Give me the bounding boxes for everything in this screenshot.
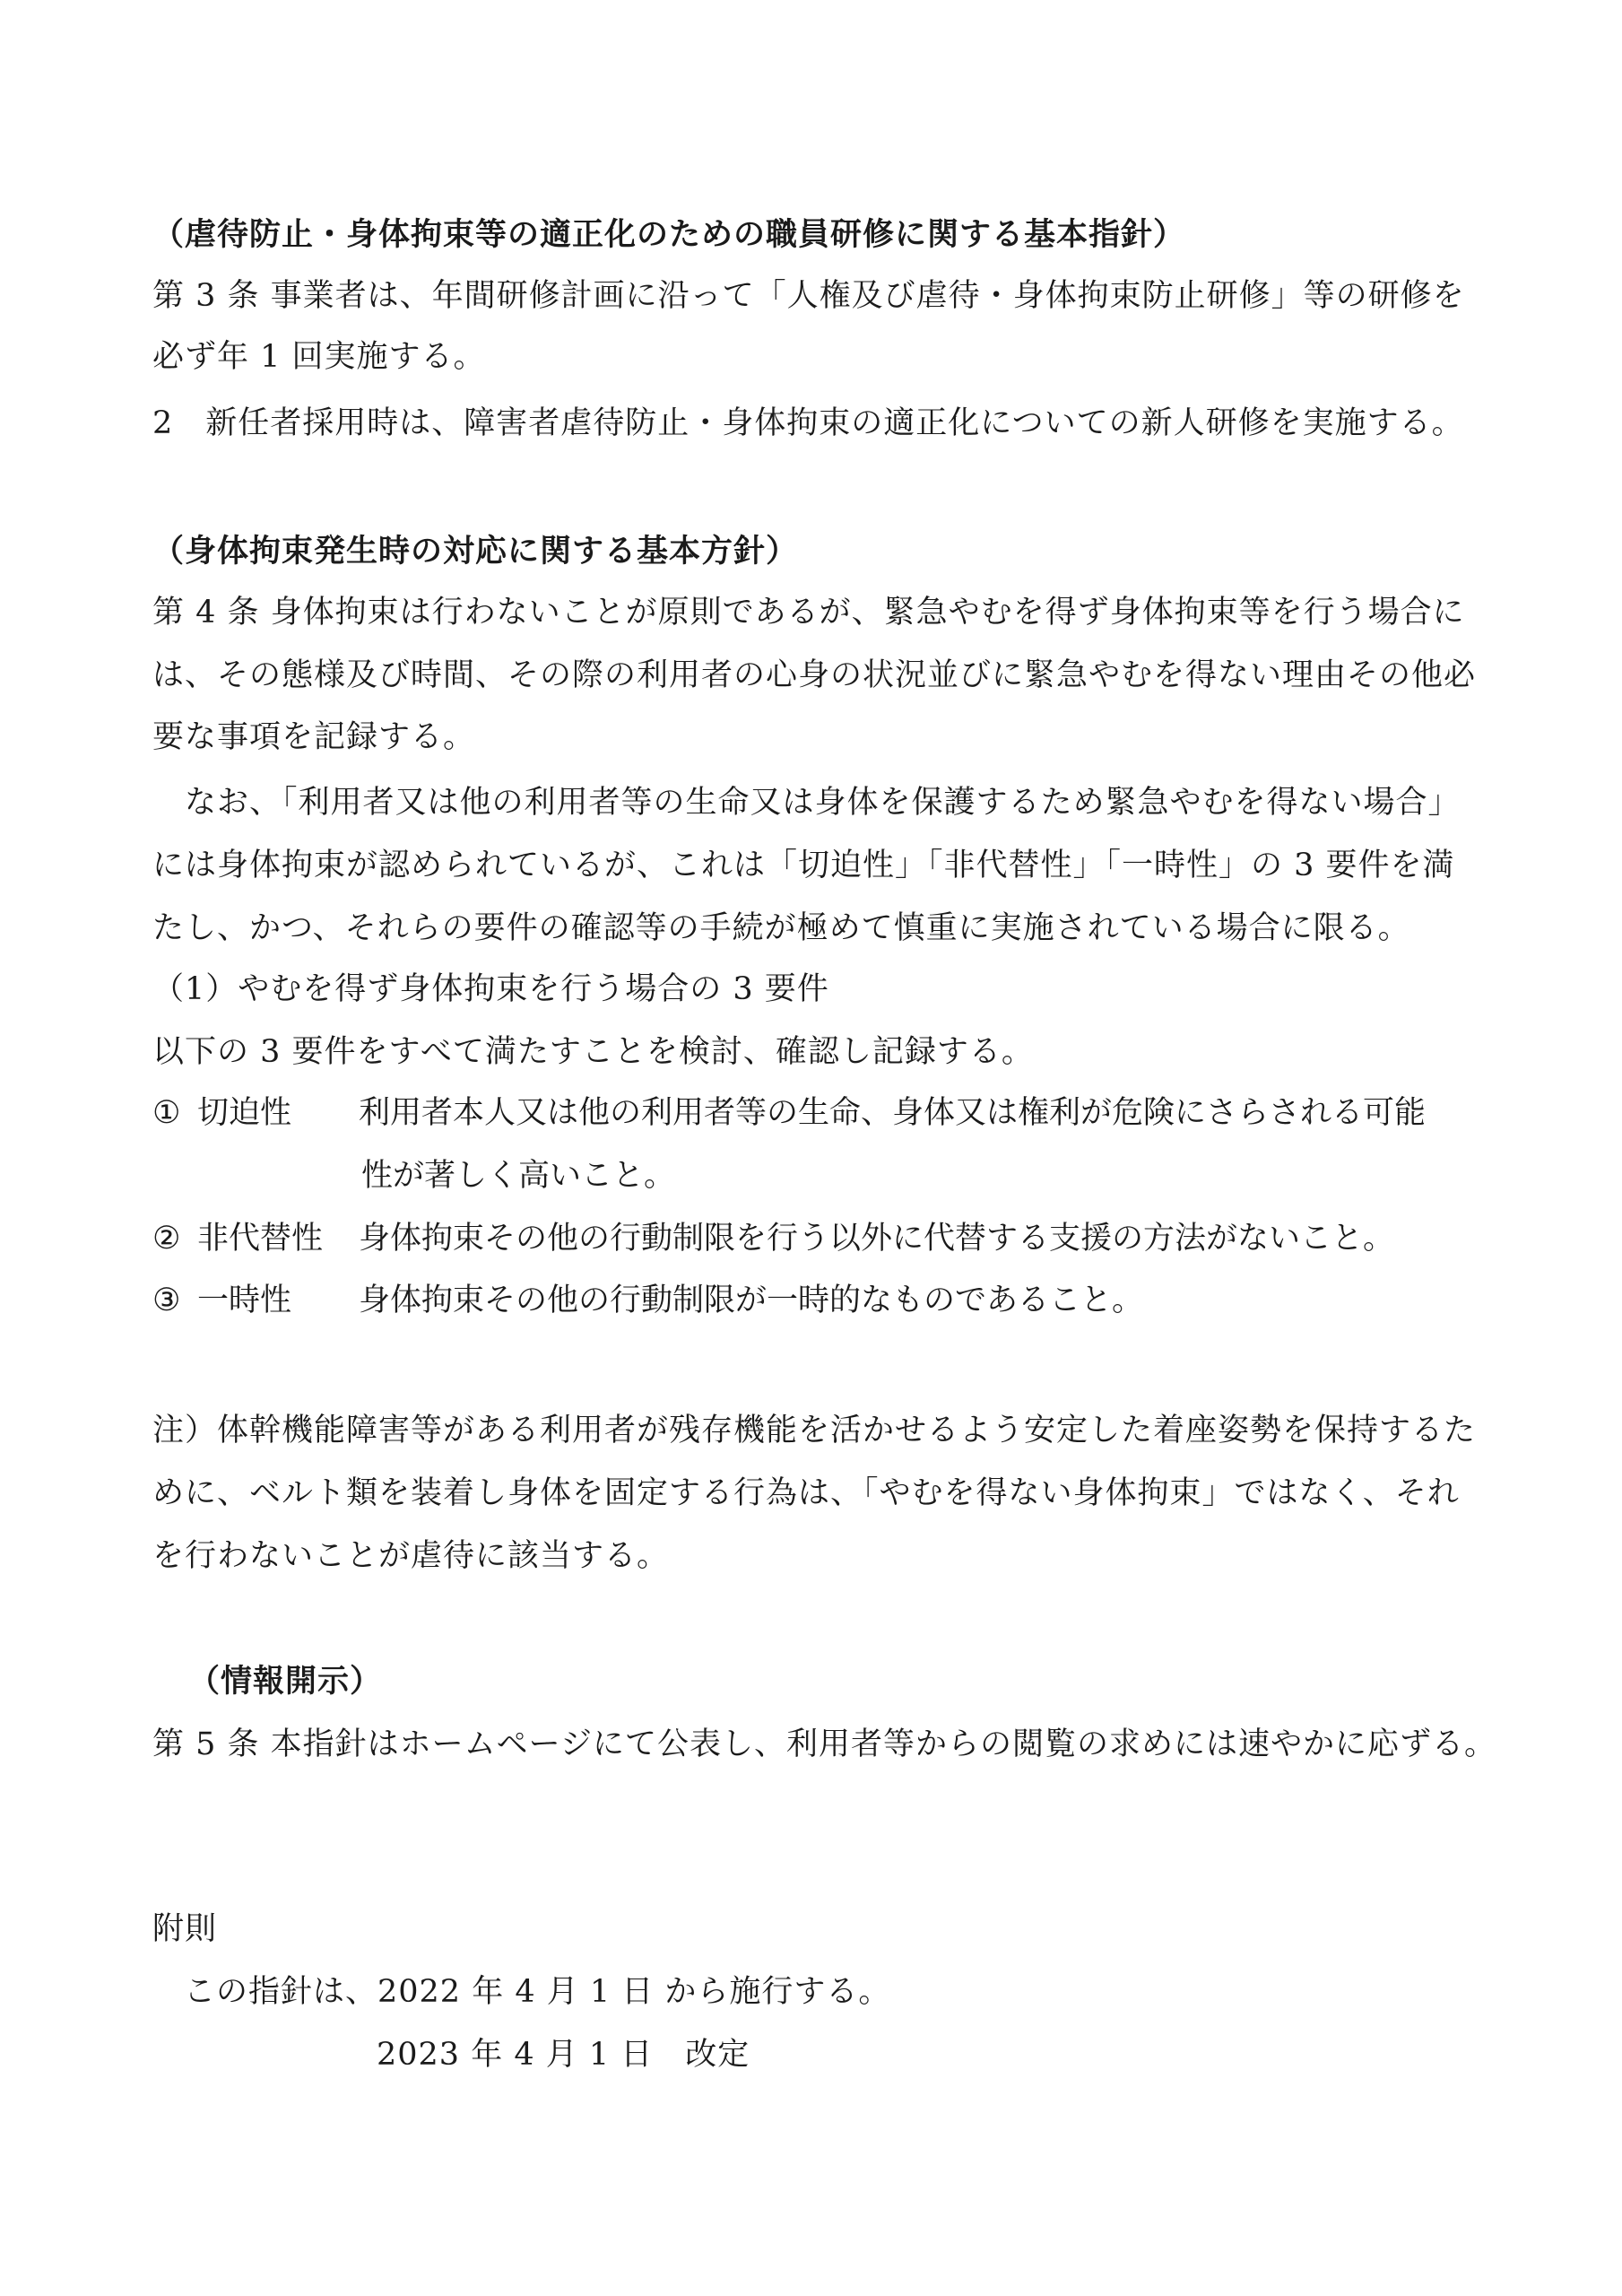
section3-line1: 第 3 条 事業者は、年間研修計画に沿って「人権及び虐待・身体拘束防止研修」等の研修を [152, 278, 1465, 314]
requirement-item [152, 1278, 1143, 1323]
note-line1: 注）体幹機能障害等がある利用者が残存機能を活かせるよう安定した着座姿勢を保持するた [152, 1413, 1477, 1448]
section4-line4: なお、「利用者又は他の利用者等の生命又は身体を保護するため緊急やむを得ない場合」 [152, 785, 1461, 821]
section4-heading: （身体拘束発生時の対応に関する基本方針） [152, 534, 799, 570]
section3-line2: 必ず年 1 回実施する。 [152, 339, 486, 375]
section4-line2: は、その態様及び時間、その際の利用者の心身の状況並びに緊急やむを得ない理由その他必 [152, 657, 1477, 693]
requirement-name: 切迫性 [197, 1095, 292, 1131]
section4-line1: 第 4 条 身体拘束は行わないことが原則であるが、緊急やむを得ず身体拘束等を行う場合に [152, 595, 1465, 631]
section5-line1: 第 5 条 本指針はホームページにて公表し、利用者等からの閲覧の求めには速やかに応ずる。 [152, 1726, 1496, 1762]
requirement-description: 身体拘束その他の行動制限を行う以外に代替する支援の方法がないこと。 [359, 1221, 1395, 1257]
supplementary-line2: 2023 年 4 月 1 日 改定 [377, 2037, 750, 2073]
section4-line6: たし、かつ、それらの要件の確認等の手続が極めて慎重に実施されている場合に限る。 [152, 910, 1410, 946]
requirement-description-continued: 性が著しく高いこと。 [361, 1158, 676, 1194]
requirement-number: ③ [152, 1283, 181, 1318]
requirement-number: ① [152, 1095, 181, 1131]
section4-line3: 要な事項を記録する。 [152, 719, 476, 755]
requirement-name: 非代替性 [197, 1221, 324, 1257]
requirement-description: 利用者本人又は他の利用者等の生命、身体又は権利が危険にさらされる可能 [359, 1095, 1427, 1131]
section3-heading: （虐待防止・身体拘束等の適正化のための職員研修に関する基本指針） [152, 217, 1186, 253]
supplementary-line1: この指針は、2022 年 4 月 1 日 から施行する。 [184, 1974, 891, 2010]
requirement-item [152, 1091, 1426, 1135]
requirements-sub-heading: （1）やむを得ず身体拘束を行う場合の 3 要件 [152, 971, 829, 1007]
requirement-item [152, 1216, 1394, 1261]
supplementary-title: 附則 [152, 1911, 218, 1947]
note-line2: めに、ベルト類を装着し身体を固定する行為は、「やむを得ない身体拘束」ではなく、それ [152, 1475, 1460, 1511]
requirement-description: 身体拘束その他の行動制限が一時的なものであること。 [359, 1283, 1144, 1318]
note-line3: を行わないことが虐待に該当する。 [152, 1538, 670, 1574]
section5-heading: （情報開示） [188, 1664, 383, 1700]
requirements-intro: 以下の 3 要件をすべて満たすことを検討、確認し記録する。 [152, 1034, 1034, 1070]
requirement-number: ② [152, 1221, 181, 1257]
section4-line5: には身体拘束が認められているが、これは「切迫性」「非代替性」「一時性」の 3 要件を満 [152, 848, 1455, 883]
section3-line3: 2 新任者採用時は、障害者虐待防止・身体拘束の適正化についての新人研修を実施する。 [152, 405, 1464, 441]
requirement-name: 一時性 [197, 1283, 292, 1318]
